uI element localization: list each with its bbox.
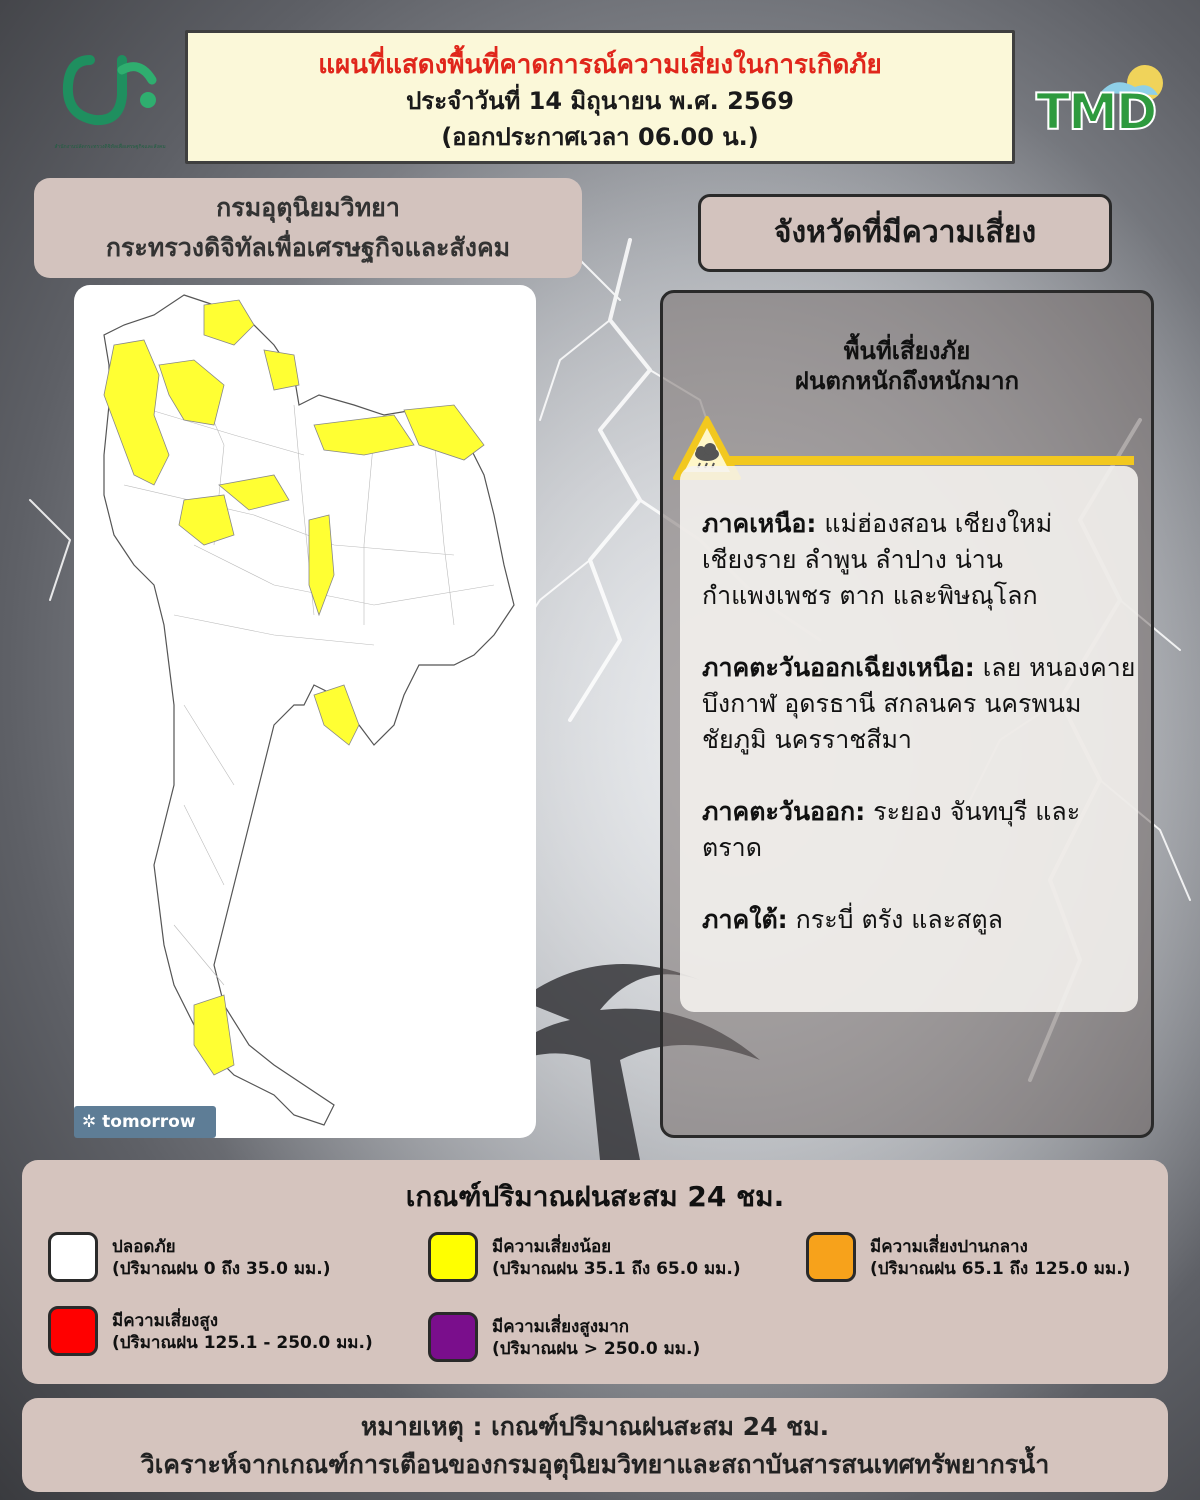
legend-range: (ปริมาณฝน 0 ถึง 35.0 มม.) [112, 1259, 331, 1279]
ministry-name: กระทรวงดิจิทัลเพื่อเศรษฐกิจและสังคม [105, 233, 511, 262]
tmd-logo [1030, 55, 1180, 145]
hazard-line-2: ฝนตกหนักถึงหนักมาก [794, 367, 1020, 395]
region-north [702, 506, 1138, 614]
legend-label: มีความเสี่ยงน้อย [492, 1237, 612, 1257]
risk-area-south [194, 995, 234, 1075]
legend-label: มีความเสี่ยงสูง [112, 1311, 219, 1331]
header-box [185, 30, 1015, 164]
legend-item-high [112, 1310, 373, 1354]
region-provinces: ระยอง จันทบุรี และตราด [702, 797, 1081, 862]
ministry-logo-text: สำนักงานปลัดกระทรวงดิจิทัลเพื่อเศรษฐกิจและสังคม [54, 144, 166, 150]
tmd-logo-text: TMD [1036, 83, 1156, 141]
legend-label: มีความเสี่ยงสูงมาก [492, 1317, 630, 1337]
hazard-line-1: พื้นที่เสี่ยงภัย [843, 337, 971, 365]
legend-range: (ปริมาณฝน 65.1 ถึง 125.0 มม.) [870, 1259, 1131, 1279]
region-label: ภาคใต้: [702, 905, 788, 934]
legend-item-low [492, 1236, 741, 1280]
note-line-1: หมายเหตุ : เกณฑ์ปริมาณฝนสะสม 24 ชม. [360, 1412, 830, 1441]
thailand-map-svg [74, 285, 536, 1138]
ministry-logo [40, 40, 180, 160]
map-credit-badge [74, 1106, 216, 1138]
legend-label: ปลอดภัย [112, 1237, 176, 1257]
ministry-logo-icon [40, 40, 180, 140]
region-south [702, 902, 1138, 938]
department-box [34, 178, 582, 278]
region-label: ภาคตะวันออกเฉียงเหนือ: [702, 653, 975, 682]
legend-item-medium [870, 1236, 1130, 1280]
province-list [680, 466, 1138, 1012]
region-provinces: กระบี่ ตรัง และสตูล [795, 905, 1003, 934]
region-northeast [702, 650, 1138, 758]
legend-swatch [48, 1232, 98, 1282]
region-provinces: เลย หนองคาย บึงกาฬ อุดรธานี สกลนคร นครพนม ชัยภูมิ นครราชสีมา [702, 653, 1136, 754]
legend-title: เกณฑ์ปริมาณฝนสะสม 24 ชม. [405, 1180, 785, 1213]
legend-label: มีความเสี่ยงปานกลาง [870, 1237, 1028, 1257]
legend-range: (ปริมาณฝน 125.1 - 250.0 มม.) [112, 1333, 373, 1353]
legend-swatch [428, 1312, 478, 1362]
legend-swatch [806, 1232, 856, 1282]
legend-swatch [428, 1232, 478, 1282]
note-line-2: วิเคราะห์จากเกณฑ์การเตือนของกรมอุตุนิยมวิทยาและสถาบันสารสนเทศทรัพยากรน้ำ [140, 1450, 1050, 1479]
region-label: ภาคเหนือ: [702, 509, 817, 538]
map-credit-text: tomorrow [102, 1112, 196, 1132]
region-provinces: แม่ฮ่องสอน เชียงใหม่ เชียงราย ลำพูน ลำปาง น่าน กำแพงเพชร ตาก และพิษณุโลก [702, 509, 1053, 610]
legend-item-very-high [492, 1316, 700, 1360]
risk-provinces-heading: จังหวัดที่มีความเสี่ยง [698, 194, 1112, 272]
region-label: ภาคตะวันออก: [702, 797, 866, 826]
note-box [22, 1398, 1168, 1492]
legend-swatch [48, 1306, 98, 1356]
date-line: ประจำวันที่ 14 มิถุนายน พ.ศ. 2569 [406, 87, 794, 115]
region-east [702, 794, 1138, 866]
tomorrow-icon: ✲ [82, 1112, 103, 1132]
warning-accent-line [722, 456, 1134, 465]
page-title: แผนที่แสดงพื้นที่คาดการณ์ความเสี่ยงในการเกิดภัย [318, 50, 882, 80]
legend-range: (ปริมาณฝน > 250.0 มม.) [492, 1339, 701, 1359]
legend-range: (ปริมาณฝน 35.1 ถึง 65.0 มม.) [492, 1259, 741, 1279]
department-name: กรมอุตุนิยมวิทยา [216, 193, 400, 222]
legend-item-safe [112, 1236, 330, 1280]
thailand-risk-map [74, 285, 536, 1138]
issued-line: (ออกประกาศเวลา 06.00 น.) [441, 123, 759, 151]
hazard-title [660, 336, 1154, 396]
